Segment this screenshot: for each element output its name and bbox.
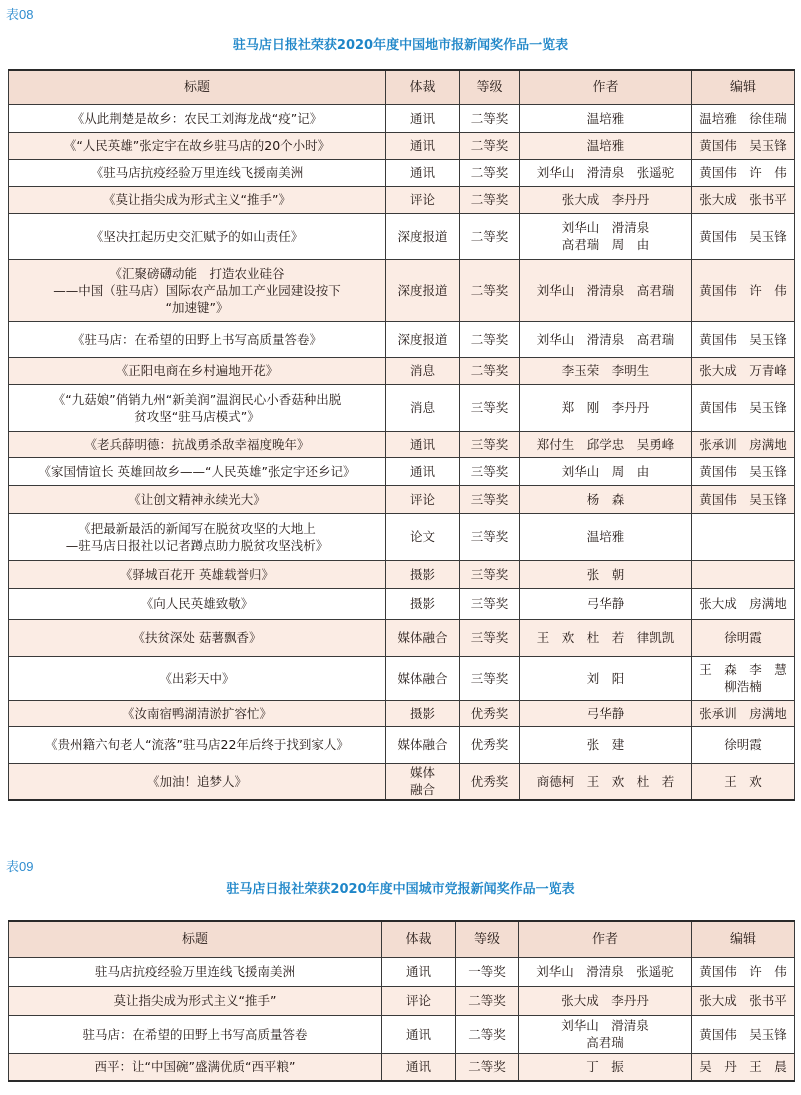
table-header-row — [9, 70, 795, 104]
cell-author: 商德柯 王 欢 杜 若 — [520, 763, 692, 800]
table09 — [8, 920, 795, 1082]
cell-title: 驻马店：在希望的田野上书写高质量答卷 — [9, 1015, 382, 1053]
cell-grade: 三等奖 — [460, 457, 520, 485]
cell-author: 张 建 — [520, 726, 692, 763]
cell-title: 西平：让“中国碗”盛满优质“西平粮” — [9, 1053, 382, 1081]
table-row — [9, 986, 795, 1015]
cell-author: 刘华山 滑清泉 高君瑞 — [519, 1015, 692, 1053]
cell-grade: 二等奖 — [456, 1015, 519, 1053]
table-row — [9, 159, 795, 186]
cell-grade: 三等奖 — [460, 560, 520, 588]
cell-genre: 消息 — [386, 357, 460, 384]
cell-editor: 黄国伟 吴玉锋 — [692, 132, 795, 159]
cell-author: 刘华山 滑清泉 张遥驼 — [519, 957, 692, 986]
cell-grade: 二等奖 — [460, 132, 520, 159]
table08 — [8, 69, 795, 801]
cell-grade: 二等奖 — [460, 357, 520, 384]
cell-grade: 优秀奖 — [460, 700, 520, 726]
table-row — [9, 485, 795, 513]
cell-title: 《扶贫深处 菇薯飘香》 — [9, 619, 386, 656]
cell-genre: 通讯 — [386, 159, 460, 186]
cell-author: 刘华山 滑清泉 张遥驼 — [520, 159, 692, 186]
cell-grade: 三等奖 — [460, 485, 520, 513]
cell-grade: 三等奖 — [460, 656, 520, 700]
table-row — [9, 1053, 795, 1081]
cell-genre: 摄影 — [386, 560, 460, 588]
table-row — [9, 1015, 795, 1053]
table-row — [9, 700, 795, 726]
cell-editor: 吴 丹 王 晨 — [692, 1053, 795, 1081]
header-genre: 体裁 — [382, 921, 456, 957]
cell-editor: 张承训 房满地 — [692, 700, 795, 726]
header-editor: 编辑 — [692, 70, 795, 104]
cell-title: 《老兵薛明德：抗战勇杀敌幸福度晚年》 — [9, 431, 386, 457]
cell-grade: 二等奖 — [460, 321, 520, 357]
cell-grade: 三等奖 — [460, 384, 520, 431]
cell-editor: 黄国伟 吴玉锋 — [692, 321, 795, 357]
cell-editor: 张大成 万青峰 — [692, 357, 795, 384]
cell-editor: 张承训 房满地 — [692, 431, 795, 457]
cell-title: 《正阳电商在乡村遍地开花》 — [9, 357, 386, 384]
table-row — [9, 321, 795, 357]
cell-title: 《从此荆楚是故乡：农民工刘海龙战“疫”记》 — [9, 104, 386, 132]
table-row — [9, 588, 795, 619]
table-row — [9, 259, 795, 321]
cell-editor: 张大成 房满地 — [692, 588, 795, 619]
cell-author: 刘 阳 — [520, 656, 692, 700]
cell-grade: 二等奖 — [456, 1053, 519, 1081]
cell-grade: 三等奖 — [460, 588, 520, 619]
cell-genre: 通讯 — [386, 431, 460, 457]
cell-title: 《汇聚磅礴动能 打造农业硅谷 ——中国（驻马店）国际农产品加工产业园建设按下 “加速键”》 — [9, 259, 386, 321]
cell-grade: 二等奖 — [460, 159, 520, 186]
cell-author: 王 欢 杜 若 律凯凯 — [520, 619, 692, 656]
cell-grade: 二等奖 — [460, 213, 520, 259]
header-genre: 体裁 — [386, 70, 460, 104]
cell-genre: 通讯 — [386, 457, 460, 485]
cell-editor: 徐明霞 — [692, 619, 795, 656]
cell-grade: 一等奖 — [456, 957, 519, 986]
header-grade: 等级 — [460, 70, 520, 104]
cell-genre: 论文 — [386, 513, 460, 560]
cell-title: 《驻马店：在希望的田野上书写高质量答卷》 — [9, 321, 386, 357]
table-row — [9, 186, 795, 213]
cell-author: 温培雅 — [520, 132, 692, 159]
cell-editor: 黄国伟 吴玉锋 — [692, 1015, 795, 1053]
table-row — [9, 656, 795, 700]
header-title: 标题 — [9, 70, 386, 104]
cell-author: 郑付生 邱学忠 吴勇峰 — [520, 431, 692, 457]
header-title: 标题 — [9, 921, 382, 957]
cell-title: 《汝南宿鸭湖清淤扩容忙》 — [9, 700, 386, 726]
cell-genre: 深度报道 — [386, 321, 460, 357]
cell-editor — [692, 560, 795, 588]
table-row — [9, 457, 795, 485]
cell-editor: 王 欢 — [692, 763, 795, 800]
header-grade: 等级 — [456, 921, 519, 957]
table-header-row — [9, 921, 795, 957]
table09-title: 驻马店日报社荣获2020年度中国城市党报新闻奖作品一览表 — [226, 882, 575, 897]
cell-editor — [692, 513, 795, 560]
cell-grade: 三等奖 — [460, 513, 520, 560]
table-row — [9, 384, 795, 431]
cell-author: 郑 刚 李丹丹 — [520, 384, 692, 431]
cell-title: 《把最新最活的新闻写在脱贫攻坚的大地上 —驻马店日报社以记者蹲点助力脱贫攻坚浅析》 — [9, 513, 386, 560]
cell-title: 《坚决扛起历史交汇赋予的如山责任》 — [9, 213, 386, 259]
cell-editor: 黄国伟 吴玉锋 — [692, 457, 795, 485]
cell-author: 李玉荣 李明生 — [520, 357, 692, 384]
table09-label: 表09 — [6, 859, 34, 874]
cell-genre: 深度报道 — [386, 259, 460, 321]
table08-title: 驻马店日报社荣获2020年度中国地市报新闻奖作品一览表 — [232, 38, 569, 53]
cell-genre: 摄影 — [386, 588, 460, 619]
table-row — [9, 104, 795, 132]
table-row — [9, 763, 795, 800]
cell-title: 《“九菇娘”俏销九州“新美润”温润民心小香菇种出脱 贫攻坚“驻马店模式”》 — [9, 384, 386, 431]
table-row — [9, 619, 795, 656]
cell-title: 《“人民英雄”张定宇在故乡驻马店的20个小时》 — [9, 132, 386, 159]
cell-grade: 二等奖 — [456, 986, 519, 1015]
table-row — [9, 513, 795, 560]
table-row — [9, 957, 795, 986]
cell-genre: 深度报道 — [386, 213, 460, 259]
cell-author: 张大成 李丹丹 — [519, 986, 692, 1015]
cell-genre: 通讯 — [382, 1053, 456, 1081]
cell-grade: 优秀奖 — [460, 763, 520, 800]
cell-author: 张大成 李丹丹 — [520, 186, 692, 213]
header-editor: 编辑 — [692, 921, 795, 957]
cell-editor: 黄国伟 许 伟 — [692, 259, 795, 321]
cell-grade: 二等奖 — [460, 259, 520, 321]
cell-genre: 评论 — [386, 186, 460, 213]
cell-title: 莫让指尖成为形式主义“推手” — [9, 986, 382, 1015]
cell-author: 刘华山 周 由 — [520, 457, 692, 485]
cell-genre: 媒体融合 — [386, 619, 460, 656]
cell-genre: 通讯 — [386, 132, 460, 159]
cell-editor: 黄国伟 吴玉锋 — [692, 384, 795, 431]
cell-author: 刘华山 滑清泉 高君瑞 — [520, 321, 692, 357]
cell-editor: 张大成 张书平 — [692, 186, 795, 213]
cell-title: 《驿城百花开 英雄载誉归》 — [9, 560, 386, 588]
cell-title: 《加油！追梦人》 — [9, 763, 386, 800]
cell-grade: 二等奖 — [460, 186, 520, 213]
cell-editor: 温培雅 徐佳瑞 — [692, 104, 795, 132]
cell-author: 弓华静 — [520, 588, 692, 619]
cell-genre: 媒体 融合 — [386, 763, 460, 800]
table08-label: 表08 — [6, 7, 34, 22]
cell-title: 《向人民英雄致敬》 — [9, 588, 386, 619]
cell-title: 《莫让指尖成为形式主义“推手”》 — [9, 186, 386, 213]
table-row — [9, 726, 795, 763]
cell-genre: 通讯 — [382, 1015, 456, 1053]
cell-author: 刘华山 滑清泉 高君瑞 周 由 — [520, 213, 692, 259]
cell-grade: 三等奖 — [460, 431, 520, 457]
cell-title: 驻马店抗疫经验万里连线飞援南美洲 — [9, 957, 382, 986]
cell-editor: 张大成 张书平 — [692, 986, 795, 1015]
cell-grade: 二等奖 — [460, 104, 520, 132]
table-row — [9, 132, 795, 159]
cell-title: 《贵州籍六旬老人“流落”驻马店22年后终于找到家人》 — [9, 726, 386, 763]
table-row — [9, 431, 795, 457]
cell-genre: 摄影 — [386, 700, 460, 726]
table-row — [9, 213, 795, 259]
table-row — [9, 357, 795, 384]
cell-editor: 徐明霞 — [692, 726, 795, 763]
cell-editor: 黄国伟 吴玉锋 — [692, 213, 795, 259]
cell-title: 《让创文精神永续光大》 — [9, 485, 386, 513]
cell-author: 温培雅 — [520, 104, 692, 132]
cell-author: 弓华静 — [520, 700, 692, 726]
cell-editor: 黄国伟 吴玉锋 — [692, 485, 795, 513]
table-row — [9, 560, 795, 588]
cell-genre: 评论 — [386, 485, 460, 513]
cell-grade: 优秀奖 — [460, 726, 520, 763]
cell-genre: 通讯 — [382, 957, 456, 986]
cell-genre: 媒体融合 — [386, 726, 460, 763]
cell-editor: 黄国伟 许 伟 — [692, 159, 795, 186]
cell-author: 温培雅 — [520, 513, 692, 560]
cell-genre: 通讯 — [386, 104, 460, 132]
cell-author: 刘华山 滑清泉 高君瑞 — [520, 259, 692, 321]
header-author: 作者 — [519, 921, 692, 957]
cell-editor: 王 森 李 慧 柳浩楠 — [692, 656, 795, 700]
cell-author: 张 朝 — [520, 560, 692, 588]
cell-genre: 媒体融合 — [386, 656, 460, 700]
cell-author: 杨 森 — [520, 485, 692, 513]
cell-author: 丁 振 — [519, 1053, 692, 1081]
header-author: 作者 — [520, 70, 692, 104]
cell-grade: 三等奖 — [460, 619, 520, 656]
cell-title: 《出彩天中》 — [9, 656, 386, 700]
cell-title: 《家国情谊长 英雄回故乡——“人民英雄”张定宇还乡记》 — [9, 457, 386, 485]
cell-genre: 评论 — [382, 986, 456, 1015]
cell-genre: 消息 — [386, 384, 460, 431]
cell-title: 《驻马店抗疫经验万里连线飞援南美洲 — [9, 159, 386, 186]
cell-editor: 黄国伟 许 伟 — [692, 957, 795, 986]
